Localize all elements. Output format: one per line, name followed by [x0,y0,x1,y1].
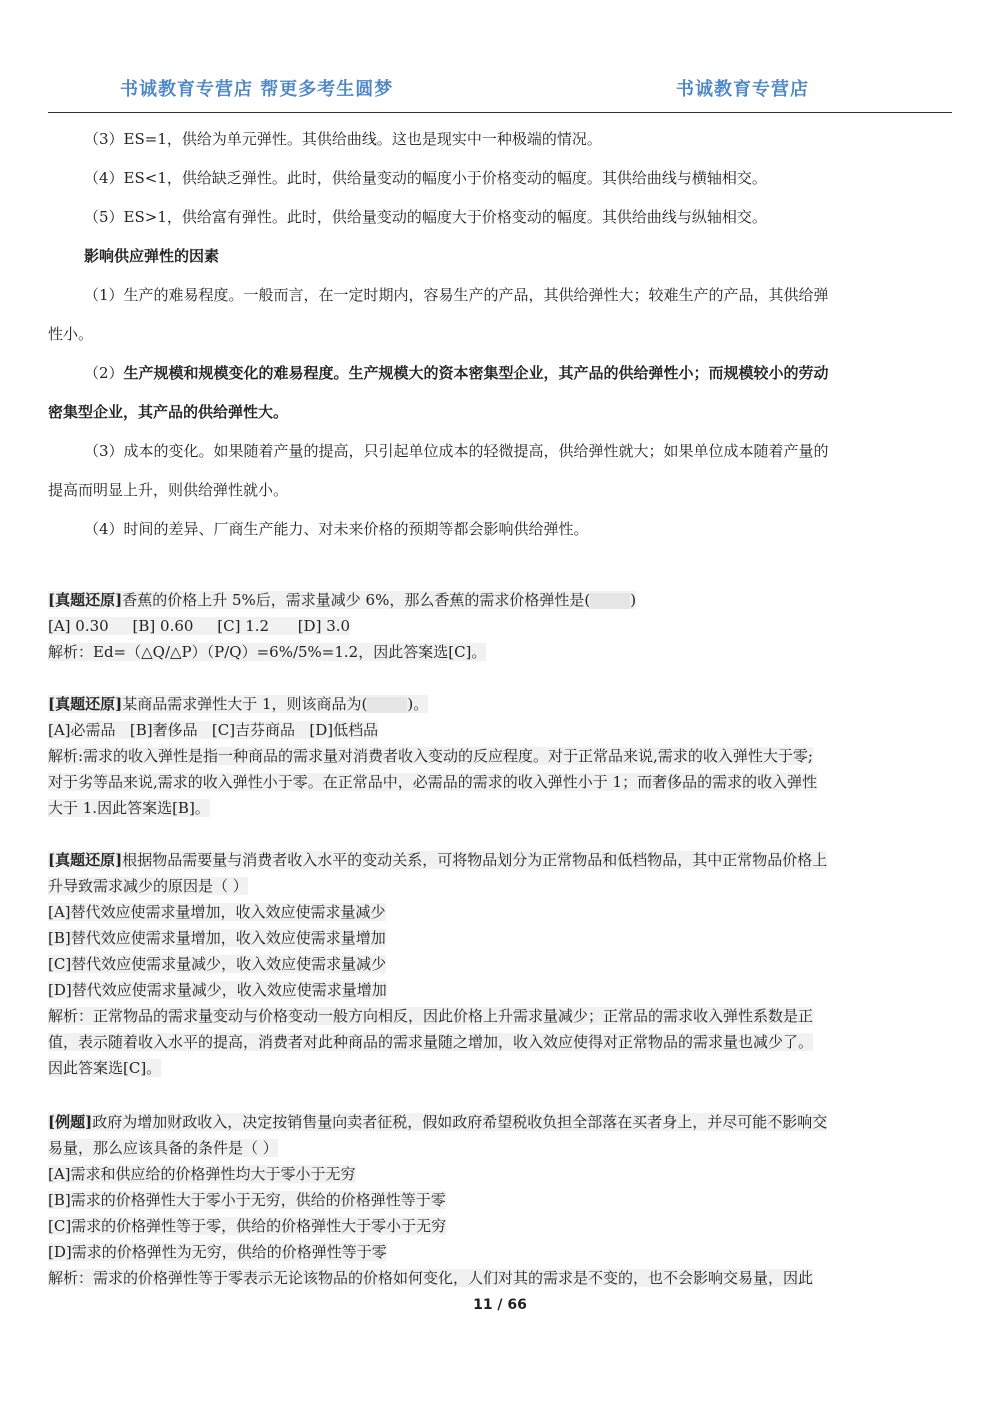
question-4-option-c: [C]需求的价格弹性等于零，供给的价格弹性大于零小于无穷 [48,1217,447,1235]
question-1-analysis: 解析：Ed=（△Q/△P）（P/Q）=6%/5%=1.2，因此答案选[C]。 [48,643,487,661]
question-2-close: )。 [407,695,429,713]
factor-1-line1: （1）生产的难易程度。一般而言，在一定时期内，容易生产的产品，其供给弹性大；较难生产的产品，其供给弹 [84,286,829,304]
question-3-analysis-2: 值，表示随着收入水平的提高，消费者对此种商品的需求量随之增加，收入效应使得对正常物品的需求量也减少了。 [48,1033,814,1051]
question-2-analysis-3: 大于 1.因此答案选[B]。 [48,799,210,817]
question-2-analysis-2: 对于劣等品来说,需求的收入弹性小于零。在正常品中，必需品的需求的收入弹性小于 1；而奢侈品的需求的收入弹性 [48,773,818,791]
question-3 [48,847,954,1081]
question-1-text: 香蕉的价格上升 5%后，需求量减少 6%，那么香蕉的需求价格弹性是( [122,591,591,609]
factor-3-line2: 提高而明显上升，则供给弹性就小。 [48,481,289,499]
header-divider [48,112,952,113]
factor-2-lead: （2） [84,364,124,382]
question-3-stem-1: [真题还原]根据物品需要量与消费者收入水平的变动关系，可将物品划分为正常物品和低档物品，其中正常物品价格上 [48,851,828,869]
section-heading: 影响供应弹性的因素 [84,247,220,265]
main-text [48,120,954,549]
question-1-stem [48,587,954,613]
question-4-option-d: [D]需求的价格弹性为无穷，供给的价格弹性等于零 [48,1243,387,1261]
question-tag: [真题还原] [48,591,123,609]
answer-blank [367,697,407,713]
factor-2-text: 生产规模和规模变化的难易程度。生产规模大的资本密集型企业，其产品的供给弹性小；而规模较小的劳动 [123,364,829,382]
question-3-analysis-1: 解析：正常物品的需求量变动与价格变动一般方向相反，因此价格上升需求量减少；正常品的需求收入弹性系数是正 [48,1007,814,1025]
question-4 [48,1109,954,1291]
page-header [48,70,952,110]
question-3-analysis-3: 因此答案选[C]。 [48,1059,162,1077]
question-3-option-b: [B]替代效应使需求量增加，收入效应使需求量增加 [48,929,386,947]
question-4-stem-1: [例题]政府为增加财政收入，决定按销售量向卖者征税，假如政府希望税收负担全部落在买者身上，并尽可能不影响交 [48,1113,828,1131]
question-4-analysis-1: 解析：需求的价格弹性等于零表示无论该物品的价格如何变化，人们对其的需求是不变的，也不会影响交易量，因此 [48,1269,814,1287]
question-4-option-a: [A]需求和供应给的价格弹性均大于零小于无穷 [48,1165,356,1183]
question-1 [48,587,954,665]
question-2-text: 某商品需求弹性大于 1，则该商品为( [122,695,368,713]
header-left-title: 书诚教育专营店 帮更多考生圆梦 [120,79,394,100]
question-2-options: [A]必需品 [B]奢侈品 [C]吉芬商品 [D]低档品 [48,721,379,739]
page-number: 11 / 66 [473,1297,527,1313]
factor-2-line2: 密集型企业，其产品的供给弹性大。 [48,403,289,421]
question-4-stem-2: 易量，那么应该具备的条件是（ ） [48,1139,278,1157]
answer-blank [590,593,630,609]
factor-4: （4）时间的差异、厂商生产能力、对未来价格的预期等都会影响供给弹性。 [84,520,589,538]
factor-2-line1 [48,354,954,393]
question-tag: [真题还原] [48,695,123,713]
paragraph-es-greater-1: （5）ES>1，供给富有弹性。此时，供给量变动的幅度大于价格变动的幅度。其供给曲线与纵轴相交。 [84,208,767,226]
paragraph-es-less-1: （4）ES<1，供给缺乏弹性。此时，供给量变动的幅度小于价格变动的幅度。其供给曲线与横轴相交。 [84,169,767,187]
header-right-title: 书诚教育专营店 [676,79,809,100]
question-4-option-b: [B]需求的价格弹性大于零小于无穷，供给的价格弹性等于零 [48,1191,446,1209]
question-3-option-a: [A]替代效应使需求量增加，收入效应使需求量减少 [48,903,386,921]
factor-1-line2: 性小。 [48,325,94,343]
paragraph-es-equal-1: （3）ES=1，供给为单元弹性。其供给曲线。这也是现实中一种极端的情况。 [84,130,602,148]
question-3-option-d: [D]替代效应使需求量减少，收入效应使需求量增加 [48,981,387,999]
question-tag: [例题] [48,1113,93,1131]
question-2 [48,691,954,821]
factor-3-line1: （3）成本的变化。如果随着产量的提高，只引起单位成本的轻微提高，供给弹性就大；如果单位成本随着产量的 [84,442,829,460]
question-3-stem-2: 升导致需求减少的原因是（ ） [48,877,248,895]
question-1-close: ) [630,591,637,609]
question-2-stem [48,691,954,717]
question-3-option-c: [C]替代效应使需求量减少，收入效应使需求量减少 [48,955,387,973]
question-1-options: [A] 0.30 [B] 0.60 [C] 1.2 [D] 3.0 [48,617,351,635]
question-2-analysis-1: 解析:需求的收入弹性是指一种商品的需求量对消费者收入变动的反应程度。对于正常品来说,需求的收入弹性大于零; [48,747,813,765]
question-tag: [真题还原] [48,851,123,869]
